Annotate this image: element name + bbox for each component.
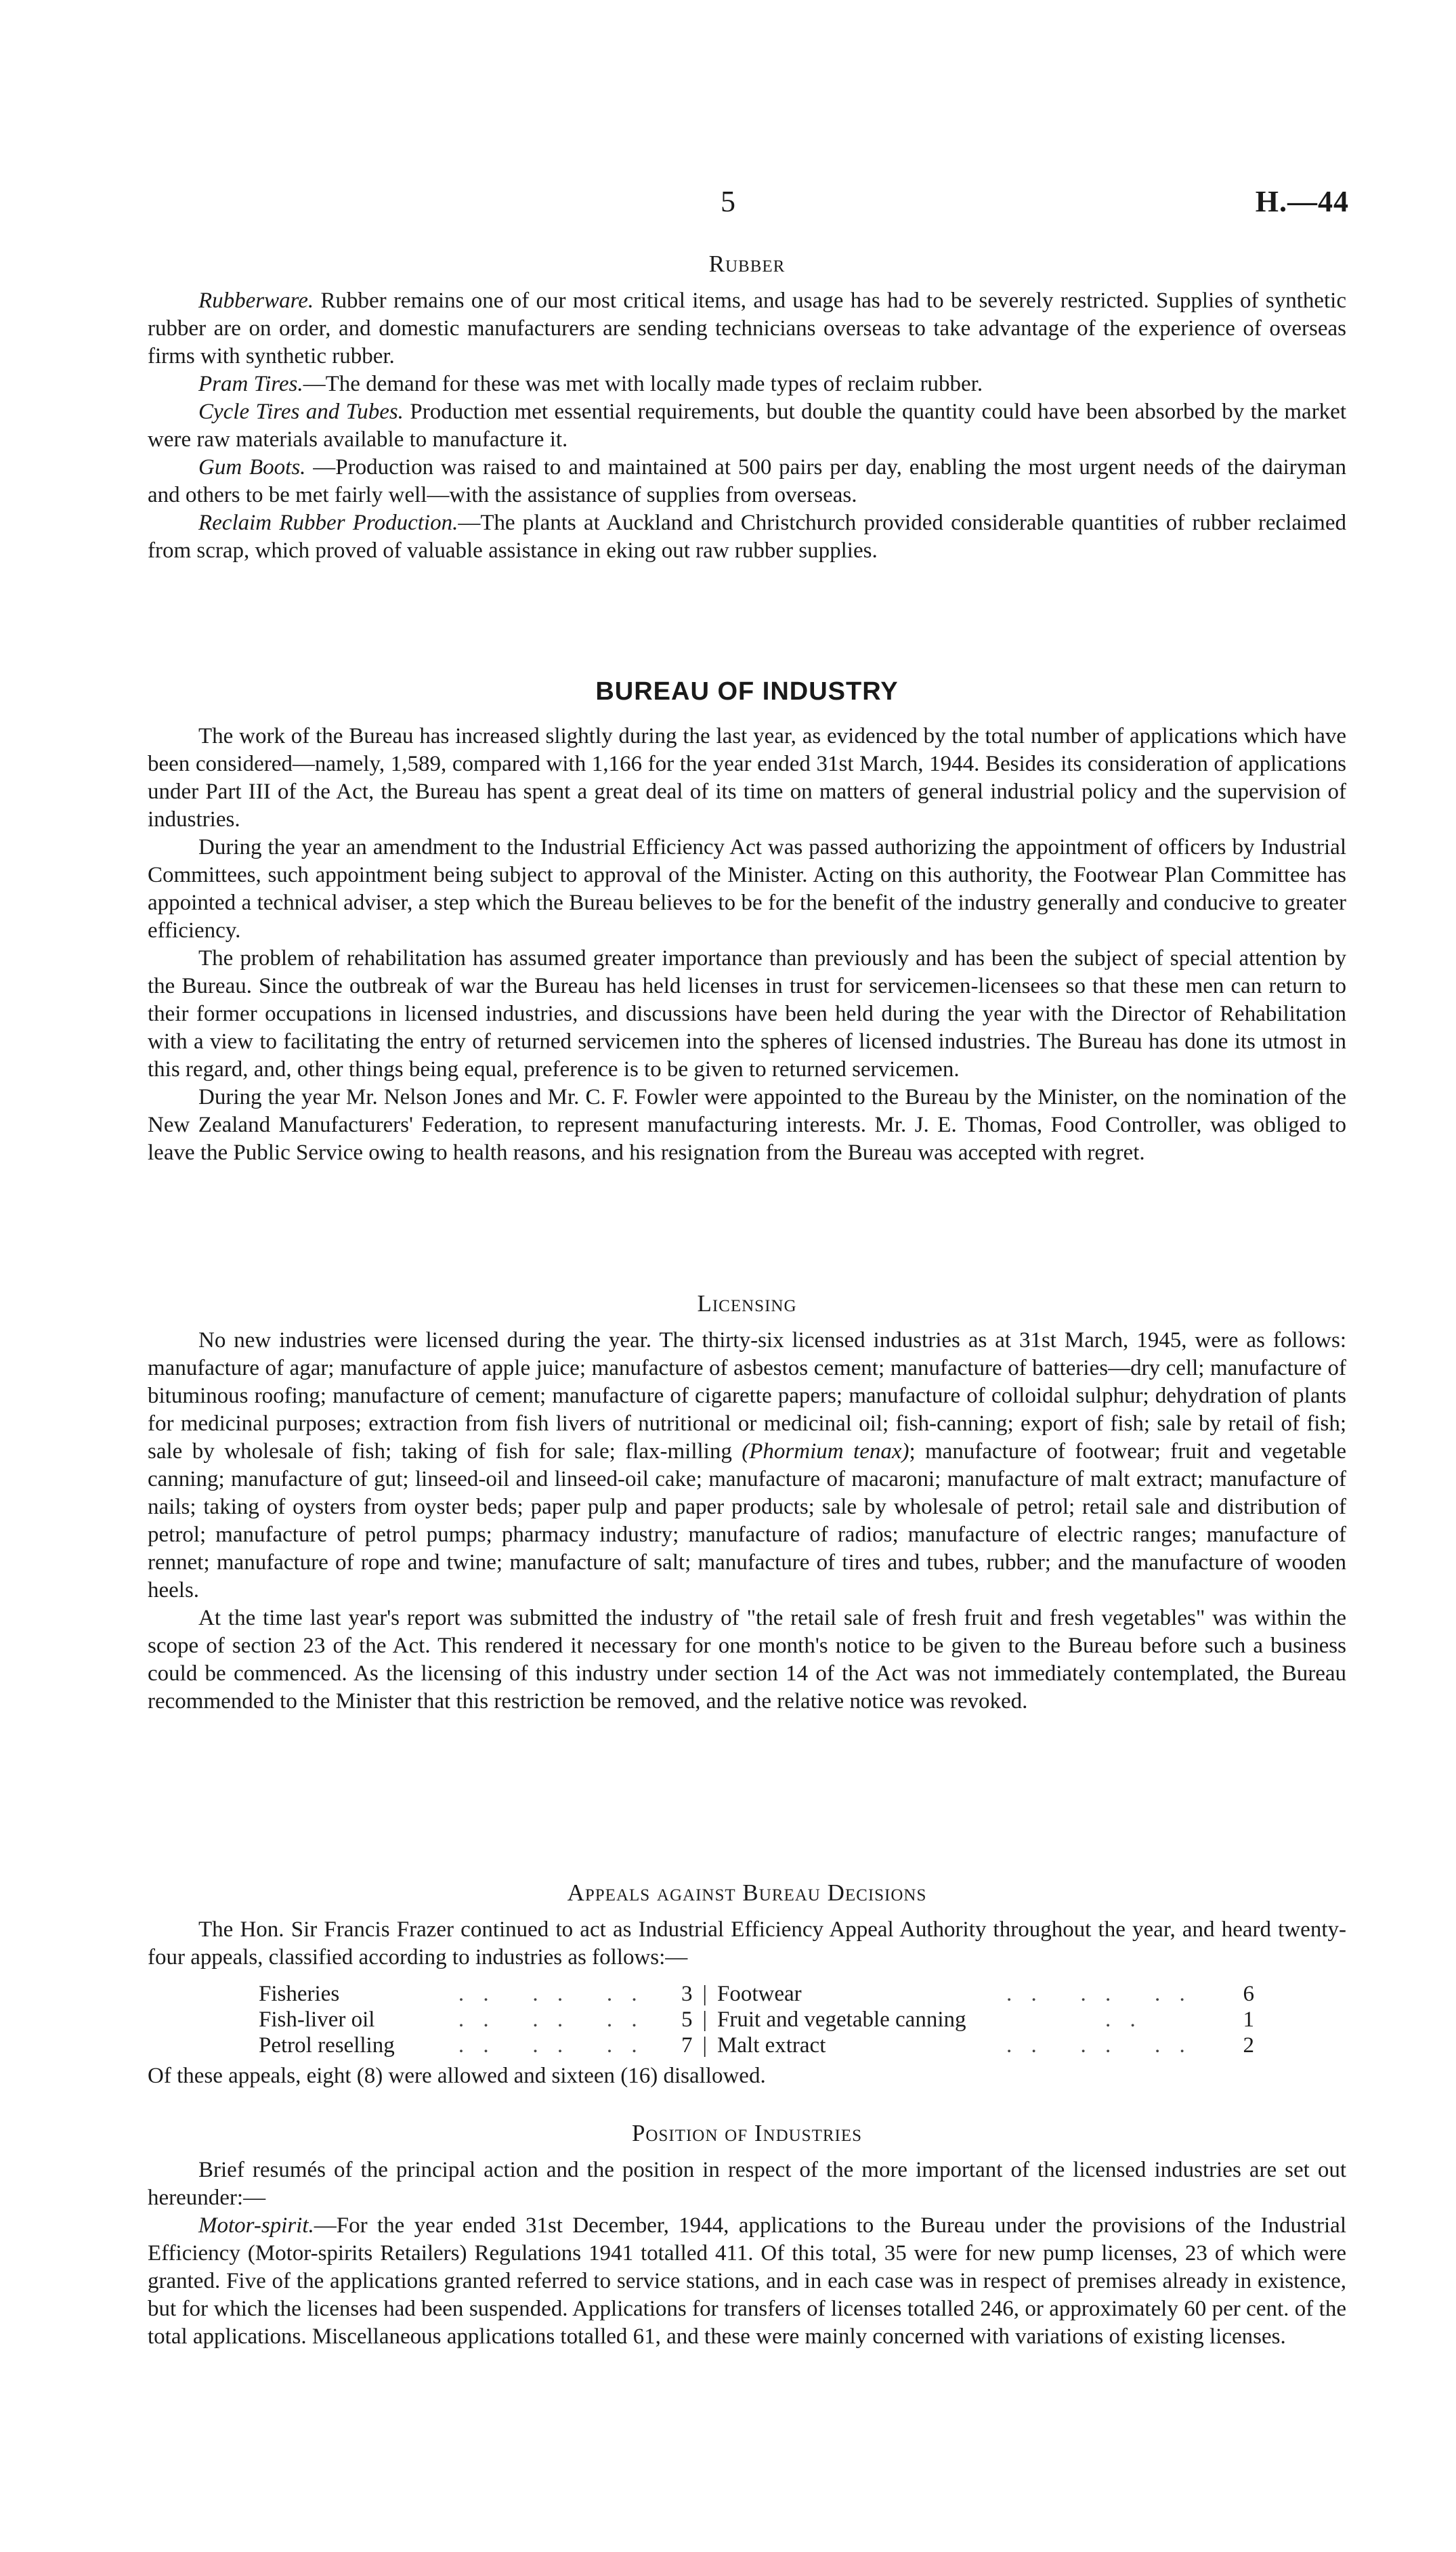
reclaim-rubber-paragraph bbox=[148, 509, 1346, 565]
paragraph-text: —Production was raised to and maintained at 500 pairs per day, enabling the most urgent needs of the dairyman and others to be met fairly well—with the assistance of supplies from overseas. bbox=[148, 455, 1346, 507]
appeals-intro: The Hon. Sir Francis Frazer continued to act as Industrial Efficiency Appeal Authority throughout the year, and heard twenty-four appeals, classified according to industries as follows:— bbox=[148, 1917, 1346, 1970]
bureau-section bbox=[148, 677, 1346, 1167]
gum-boots-paragraph bbox=[148, 454, 1346, 509]
leader-dots: . . . . . . bbox=[1006, 2033, 1192, 2058]
table-row bbox=[259, 2033, 1254, 2058]
rubberware-paragraph bbox=[148, 287, 1346, 370]
leader-dots: . . bbox=[1006, 2007, 1142, 2032]
paragraph-text: —The demand for these was met with locally made types of reclaim rubber. bbox=[303, 372, 983, 396]
leader-dots: . . . . . . bbox=[458, 2033, 644, 2058]
bureau-paragraph: During the year an amendment to the Industrial Efficiency Act was passed authorizing the appointment of officers by Industrial Committees, such appointment being subject to approval of the Minister. Acting on this authority, the Footwear Plan Committee has appointed a technical adviser, a step which the Bureau believes to be for the benefit of the industry generally and conducive to greater efficiency. bbox=[148, 835, 1346, 943]
bureau-paragraph: During the year Mr. Nelson Jones and Mr. C. F. Fowler were appointed to the Bureau by the Minister, on the nomination of the New Zealand Manufacturers' Federation, to represent manufacturing interests. Mr. J. E. Thomas, Food Controller, was obliged to leave the Public Service owing to health reasons, and his resignation from the Bureau was accepted with regret. bbox=[148, 1085, 1346, 1165]
appeals-table bbox=[259, 1981, 1254, 2058]
paragraph-text: Rubber remains one of our most critical items, and usage has had to be severely restricted. Supplies of synthetic rubber are on order, and domestic manufacturers are sending technicians overseas to take advantage of the experience of overseas firms with synthetic rubber. bbox=[148, 289, 1346, 368]
position-intro: Brief resumés of the principal action and the position in respect of the more important of the licensed industries are set out hereunder:— bbox=[148, 2158, 1346, 2210]
licensing-section bbox=[148, 1290, 1346, 1716]
industry-name: Fisheries bbox=[259, 1982, 340, 2006]
appeals-summary: Of these appeals, eight (8) were allowed and sixteen (16) disallowed. bbox=[148, 2064, 766, 2088]
leader-dots: . . . . . . bbox=[458, 2007, 644, 2032]
bureau-heading: BUREAU OF INDUSTRY bbox=[595, 677, 899, 706]
appeal-count: 7 bbox=[681, 2033, 693, 2058]
licensing-text: No new industries were licensed during the year. The thirty-six licensed industries as at 31st March, 1945, were as follows: manufacture of agar; manufacture of apple juice; manufacture of asbestos cement; manufacture of batteries—dry cell; manufacture of bituminous roofing; manufacture of cement; manufacture of cigarette papers; manufacture of colloidal sulphur; dehydration of plants for medicinal purposes; extraction from fish livers of nutritional or medicinal oil; fish-canning; export of fish; sale by retail of fish; sale by wholesale of fish; taking of fish for sale; flax-milling bbox=[148, 1328, 1346, 1464]
paragraph-lead: Gum Boots. bbox=[198, 455, 306, 480]
appeal-count: 1 bbox=[1243, 2007, 1254, 2032]
column-divider: | bbox=[702, 1982, 708, 2006]
document-reference: H.—44 bbox=[1255, 185, 1349, 218]
industry-name: Petrol reselling bbox=[259, 2033, 395, 2058]
paragraph-lead: Rubberware. bbox=[198, 289, 314, 313]
leader-dots: . . . . . . bbox=[1006, 1982, 1192, 2006]
motor-spirit-paragraph bbox=[148, 2212, 1346, 2351]
leader-dots: . . . . . . bbox=[458, 1982, 644, 2006]
industry-name: Malt extract bbox=[717, 2033, 826, 2058]
industry-name: Fruit and vegetable canning bbox=[717, 2007, 966, 2032]
licensing-paragraph: At the time last year's report was submitted the industry of "the retail sale of fresh fruit and fresh vegetables" was within the scope of section 23 of the Act. This rendered it necessary for one month's notice to be given to the Bureau before such a business could be commenced. As the licensing of this industry under section 14 of the Act was not immediately contemplated, the Bureau recommended to the Minister that this restriction be removed, and the relative notice was revoked. bbox=[148, 1606, 1346, 1714]
bureau-paragraph: The work of the Bureau has increased slightly during the last year, as evidenced by the total number of applications which have been considered—namely, 1,589, compared with 1,166 for the year ended 31st March, 1944. Besides its consideration of applications under Part III of the Act, the Bureau has spent a great deal of its time on matters of general industrial policy and the supervision of industries. bbox=[148, 724, 1346, 832]
appeal-count: 6 bbox=[1243, 1982, 1254, 2006]
industry-name: Footwear bbox=[717, 1982, 802, 2006]
page-number: 5 bbox=[721, 185, 735, 218]
table-row bbox=[259, 1981, 1254, 2007]
position-section bbox=[148, 2120, 1346, 2351]
paragraph-text: —The plants at Auckland and Christchurch provided considerable quantities of rubber reclaimed from scrap, which proved of valuable assistance in eking out raw rubber supplies. bbox=[148, 511, 1346, 563]
appeals-section bbox=[148, 1879, 1346, 1972]
licensing-heading: Licensing bbox=[697, 1290, 797, 1317]
cycle-tires-paragraph bbox=[148, 398, 1346, 454]
licensing-text: ; manufacture of footwear; fruit and vegetable canning; manufacture of gut; linseed-oil and linseed-oil cake; manufacture of macaroni; manufacture of malt extract; manufacture of nails; taking of oysters from oyster beds; paper pulp and paper products; sale by wholesale of petrol; retail sale and distribution of petrol; manufacture of petrol pumps; pharmacy industry; manufacture of radios; manufacture of electric ranges; manufacture of rennet; manufacture of rope and twine; manufacture of salt; manufacture of tires and tubes, rubber; and the manufacture of wooden heels. bbox=[148, 1439, 1347, 1602]
column-divider: | bbox=[702, 2033, 708, 2058]
paragraph-lead: Cycle Tires and Tubes. bbox=[198, 400, 404, 424]
appeals-summary-block bbox=[148, 2062, 1346, 2090]
column-divider: | bbox=[702, 2007, 708, 2032]
paragraph-lead: Motor-spirit. bbox=[198, 2213, 314, 2238]
appeal-count: 3 bbox=[681, 1982, 693, 2006]
paragraph-text: —For the year ended 31st December, 1944, applications to the Bureau under the provisions of the Industrial Efficiency (Motor-spirits Retailers) Regulations 1941 totalled 411. Of this total, 35 were for new pump licenses, 23 of which were granted. Five of the applications granted referred to service stations, and in each case was in respect of premises already in existence, but for which the licenses had been suspended. Applications for transfers of licenses totalled 246, or approximately 60 per cent. of the total applications. Miscellaneous applications totalled 61, and these were mainly concerned with variations of existing licenses. bbox=[148, 2213, 1346, 2349]
appeals-heading: Appeals against Bureau Decisions bbox=[567, 1879, 927, 1906]
rubber-heading: Rubber bbox=[708, 251, 786, 277]
bureau-paragraph: The problem of rehabilitation has assumed greater importance than previously and has been the subject of special attention by the Bureau. Since the outbreak of war the Bureau has held licenses in trust for servicemen-licensees so that these men can return to their former occupations in licensed industries, and discussions have been held during the year with the Director of Rehabilitation with a view to facilitating the entry of returned servicemen into the spheres of licensed industries. The Bureau has done its utmost in this regard, and, other things being equal, preference is to be given to returned servicemen. bbox=[148, 946, 1346, 1082]
position-heading: Position of Industries bbox=[631, 2120, 863, 2146]
licensing-italic-text: (Phormium tenax) bbox=[742, 1439, 909, 1464]
paragraph-text: Production met essential requirements, but double the quantity could have been absorbed by the market were raw materials available to manufacture it. bbox=[148, 400, 1346, 452]
industry-name: Fish-liver oil bbox=[259, 2007, 375, 2032]
appeal-count: 2 bbox=[1243, 2033, 1254, 2058]
paragraph-lead: Reclaim Rubber Production. bbox=[198, 511, 458, 535]
rubber-section bbox=[148, 251, 1346, 565]
licensing-paragraph bbox=[148, 1327, 1346, 1604]
appeal-count: 5 bbox=[681, 2007, 693, 2032]
table-row bbox=[259, 2007, 1254, 2033]
paragraph-lead: Pram Tires. bbox=[198, 372, 303, 396]
pram-tires-paragraph bbox=[148, 370, 1346, 398]
